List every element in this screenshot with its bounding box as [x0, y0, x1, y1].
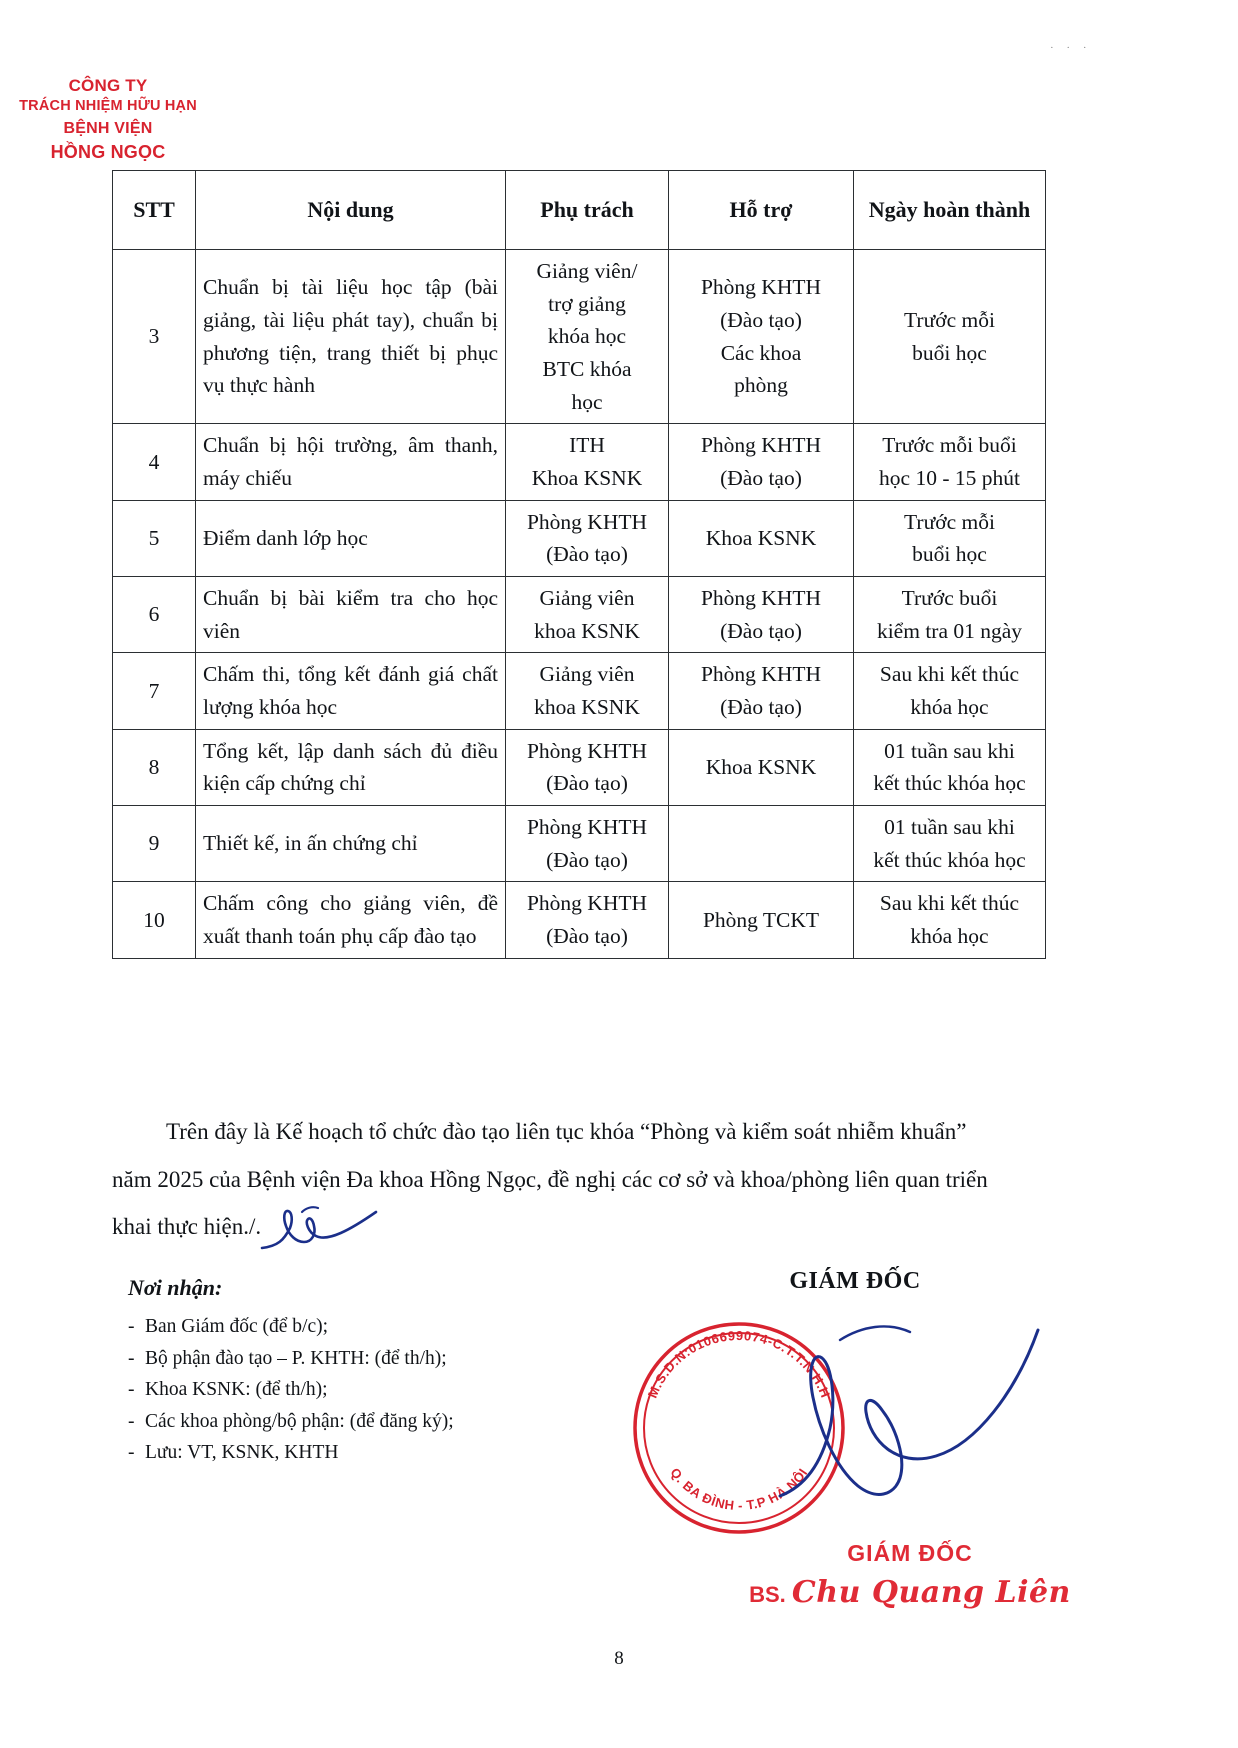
table-row	[113, 250, 1046, 424]
cell-hotro	[669, 500, 854, 576]
recipient-item	[128, 1343, 598, 1375]
recipients-block	[128, 1275, 598, 1469]
seal-line-3: BỆNH VIỆN	[63, 120, 153, 137]
cell-ngay-line: Trước mỗi buổi	[882, 433, 1017, 458]
cell-phutrach	[506, 806, 669, 882]
dash-marker: -	[128, 1410, 135, 1432]
director-name-row	[700, 1575, 1120, 1610]
page-number: 8	[614, 1648, 624, 1669]
cell-stt: 9	[113, 806, 196, 882]
cell-phutrach	[506, 653, 669, 729]
cell-phutrach-line: (Đào tạo)	[546, 542, 628, 567]
cell-stt: 3	[113, 250, 196, 424]
closing-line-1	[112, 1108, 1047, 1156]
cell-phutrach	[506, 250, 669, 424]
recipients-title: Nơi nhận:	[128, 1275, 223, 1300]
recipient-item	[128, 1374, 598, 1406]
cell-ngay	[854, 577, 1046, 653]
cell-hotro	[669, 424, 854, 500]
closing-line-3: khai thực hiện./.	[112, 1214, 262, 1240]
cell-phutrach-line: Phòng KHTH	[526, 815, 648, 840]
cell-hotro-line: Phòng KHTH	[700, 433, 822, 458]
cell-ngay-line: buổi học	[912, 340, 987, 365]
svg-text:Q. BA ĐÌNH - T.P HÀ NỘI: Q. BA ĐÌNH - T.P HÀ NỘI	[667, 1465, 811, 1514]
closing-line-2: năm 2025 của Bệnh viện Đa khoa Hồng Ngọc, đề nghị các cơ sở và khoa/phòng liên quan triển	[112, 1166, 988, 1192]
cell-ngay-line: Trước mỗi	[904, 308, 995, 332]
cell-hotro-line: Phòng KHTH	[700, 662, 822, 687]
dash-marker: -	[128, 1347, 135, 1369]
cell-phutrach-line: Giảng viên	[539, 662, 635, 687]
col-header-ngay: Ngày hoàn thành	[854, 171, 1046, 250]
seal-line-4: HỒNG NGỌC	[50, 142, 166, 162]
cell-phutrach-line: Giảng viên/	[536, 259, 638, 283]
official-seal-icon	[631, 1320, 847, 1536]
cell-ngay-line: kết thúc khóa học	[873, 771, 1026, 796]
recipient-item	[128, 1437, 598, 1469]
cell-ngay	[854, 729, 1046, 805]
director-full-name: Chu Quang Liên	[791, 1575, 1071, 1610]
recipient-label: Khoa KSNK: (để th/h);	[145, 1379, 328, 1401]
table-row	[113, 500, 1046, 576]
col-header-stt: STT	[113, 171, 196, 250]
cell-stt: 6	[113, 577, 196, 653]
cell-phutrach-line: Giảng viên	[539, 586, 635, 611]
cell-ngay-line: khóa học	[910, 924, 989, 949]
cell-ngay-line: khóa học	[910, 695, 989, 720]
cell-phutrach	[506, 424, 669, 500]
cell-noidung: Chuẩn bị hội trường, âm thanh, máy chiếu	[196, 424, 506, 500]
cell-ngay-line: Sau khi kết thúc	[879, 662, 1020, 687]
cell-phutrach	[506, 500, 669, 576]
recipient-item	[128, 1406, 598, 1438]
scan-artifact: · · ·	[1050, 42, 1092, 54]
cell-phutrach-line: Khoa KSNK	[531, 466, 643, 491]
cell-phutrach-line: Phòng KHTH	[526, 891, 648, 916]
cell-hotro-line: Phòng KHTH	[700, 275, 822, 300]
handwritten-signature	[770, 1300, 1050, 1530]
cell-stt: 10	[113, 882, 196, 958]
cell-hotro-line: (Đào tạo)	[720, 695, 802, 720]
cell-ngay-line: kết thúc khóa học	[873, 847, 1026, 872]
cell-phutrach-line: trợ giảng	[548, 291, 626, 316]
cell-noidung: Tổng kết, lập danh sách đủ điều kiện cấp chứng chỉ	[196, 729, 506, 805]
table-row	[113, 424, 1046, 500]
svg-text:M.S.D.N:0106699074-C.T.T.N.H.H: M.S.D.N:0106699074-C.T.T.N.H.H	[644, 1327, 834, 1401]
cell-ngay-line: buổi học	[912, 542, 987, 567]
table-header-row	[113, 171, 1046, 250]
cell-hotro-line: (Đào tạo)	[720, 466, 802, 491]
cell-hotro	[669, 250, 854, 424]
cell-phutrach-line: (Đào tạo)	[546, 771, 628, 796]
table-body	[113, 250, 1046, 959]
seal-center-text	[0, 0, 216, 216]
cell-phutrach-line: học	[571, 389, 603, 414]
cell-hotro	[669, 653, 854, 729]
cell-stt: 7	[113, 653, 196, 729]
director-degree-prefix: BS.	[749, 1582, 786, 1607]
cell-hotro-line: Phòng KHTH	[700, 586, 822, 611]
dash-marker: -	[128, 1442, 135, 1464]
cell-stt: 8	[113, 729, 196, 805]
cell-phutrach	[506, 882, 669, 958]
cell-hotro-line: (Đào tạo)	[720, 308, 802, 332]
closing-text-1: Trên đây là Kế hoạch tổ chức đào tạo liên tục khóa “Phòng và kiểm soát nhiễm khuẩn”	[166, 1119, 967, 1144]
recipients-list	[128, 1311, 598, 1469]
plan-table	[112, 170, 1046, 959]
cell-phutrach	[506, 577, 669, 653]
cell-phutrach-line: BTC khóa	[542, 357, 632, 382]
recipient-item	[128, 1311, 598, 1343]
cell-ngay	[854, 806, 1046, 882]
director-name-block	[700, 1540, 1120, 1610]
cell-stt: 4	[113, 424, 196, 500]
cell-ngay-line: Trước mỗi	[904, 509, 995, 534]
cell-noidung: Chấm thi, tổng kết đánh giá chất lượng khóa học	[196, 653, 506, 729]
cell-ngay-line: 01 tuần sau khi	[884, 738, 1015, 763]
cell-ngay-line: Sau khi kết thúc	[879, 891, 1020, 916]
dash-marker: -	[128, 1379, 135, 1401]
table-row	[113, 653, 1046, 729]
recipient-label: Bộ phận đào tạo – P. KHTH: (để th/h);	[145, 1347, 447, 1369]
recipient-label: Ban Giám đốc (để b/c);	[145, 1316, 329, 1337]
cell-hotro-line: Các khoa	[720, 340, 802, 365]
cell-phutrach-line: (Đào tạo)	[546, 924, 628, 949]
director-role-label: GIÁM ĐỐC	[847, 1540, 973, 1566]
cell-hotro	[669, 729, 854, 805]
table-row	[113, 806, 1046, 882]
cell-hotro	[669, 882, 854, 958]
cell-ngay	[854, 500, 1046, 576]
seal-line-2: TRÁCH NHIỆM HỮU HẠN	[19, 98, 197, 114]
col-header-phutrach: Phụ trách	[506, 171, 669, 250]
cell-hotro	[669, 806, 854, 882]
cell-noidung: Chuẩn bị tài liệu học tập (bài giảng, tài liệu phát tay), chuẩn bị phương tiện, trang thiết bị phục vụ thực hành	[196, 250, 506, 424]
dash-marker: -	[128, 1316, 135, 1337]
cell-ngay	[854, 424, 1046, 500]
cell-noidung: Chấm công cho giảng viên, đề xuất thanh toán phụ cấp đào tạo	[196, 882, 506, 958]
signature-block	[620, 1268, 1090, 1295]
signature-title: GIÁM ĐỐC	[789, 1268, 921, 1294]
recipient-label: Lưu: VT, KSNK, KHTH	[145, 1442, 339, 1464]
cell-phutrach-line: khoa KSNK	[534, 618, 640, 643]
col-header-hotro: Hỗ trợ	[669, 171, 854, 250]
cell-ngay-line: 01 tuần sau khi	[884, 815, 1015, 840]
recipient-label: Các khoa phòng/bộ phận: (để đăng ký);	[145, 1410, 454, 1432]
table-row	[113, 577, 1046, 653]
cell-phutrach-line: khoa KSNK	[534, 695, 640, 720]
cell-phutrach-line: (Đào tạo)	[546, 847, 628, 872]
cell-noidung: Điểm danh lớp học	[196, 500, 506, 576]
cell-ngay	[854, 882, 1046, 958]
cell-hotro	[669, 577, 854, 653]
cell-hotro-line: Phòng TCKT	[702, 907, 820, 932]
cell-noidung: Chuẩn bị bài kiểm tra cho học viên	[196, 577, 506, 653]
cell-phutrach-line: Phòng KHTH	[526, 509, 648, 534]
cell-hotro-line: Khoa KSNK	[705, 526, 817, 551]
cell-ngay-line: kiểm tra 01 ngày	[876, 618, 1023, 643]
col-header-noidung: Nội dung	[196, 171, 506, 250]
table-row	[113, 729, 1046, 805]
cell-phutrach-line: Phòng KHTH	[526, 738, 648, 763]
closing-paragraph	[112, 1108, 1047, 1251]
cell-phutrach	[506, 729, 669, 805]
plan-table-wrapper	[112, 170, 1045, 959]
seal-line-1: CÔNG TY	[68, 76, 148, 95]
cell-ngay-line: học 10 - 15 phút	[879, 466, 1020, 491]
cell-stt: 5	[113, 500, 196, 576]
cell-noidung: Thiết kế, in ấn chứng chỉ	[196, 806, 506, 882]
cell-phutrach-line: khóa học	[547, 324, 627, 349]
cell-hotro-line: (Đào tạo)	[720, 618, 802, 643]
cell-hotro-line: Khoa KSNK	[705, 755, 817, 780]
cell-hotro-line: phòng	[734, 373, 788, 398]
cell-phutrach-line: ITH	[569, 433, 605, 458]
table-row	[113, 882, 1046, 958]
cell-ngay-line: Trước buổi	[901, 586, 998, 611]
cell-ngay	[854, 653, 1046, 729]
cell-ngay	[854, 250, 1046, 424]
